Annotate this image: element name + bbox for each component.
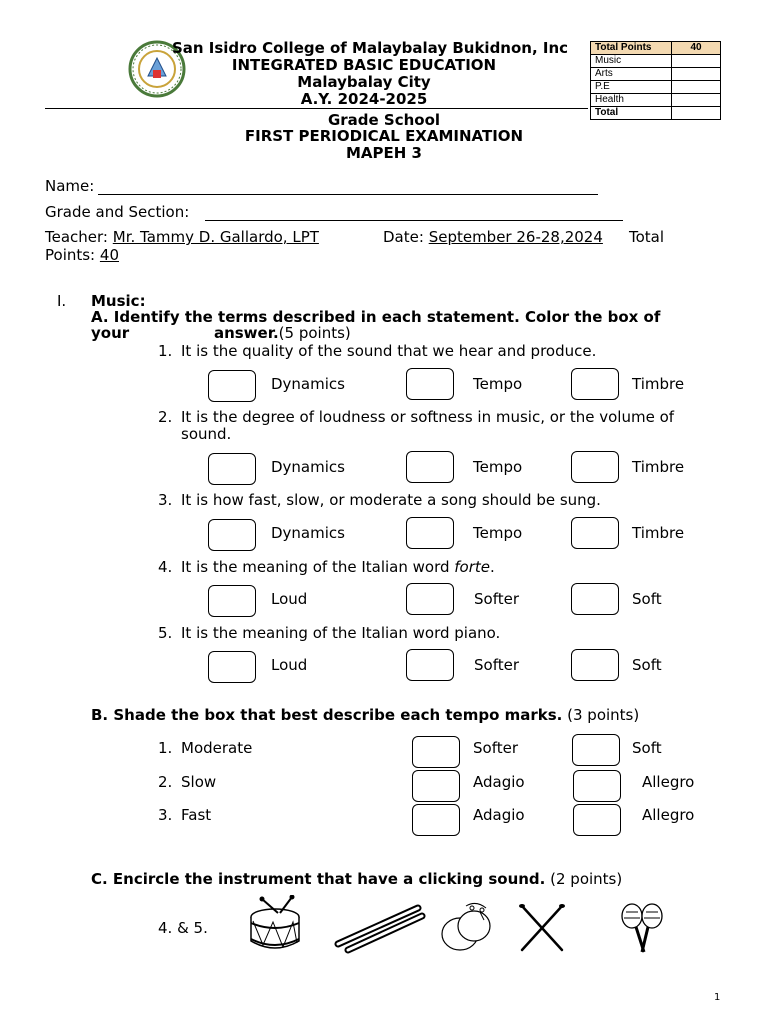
drumsticks-icon[interactable] xyxy=(516,902,568,954)
q1-box-dynamics[interactable] xyxy=(208,370,256,402)
q3-opt-timbre: Timbre xyxy=(632,524,685,542)
q4-box-softer[interactable] xyxy=(406,583,454,615)
score-total-label: Total Points xyxy=(591,42,672,55)
subject: MAPEH 3 xyxy=(346,144,422,162)
b3-opt-a: Adagio xyxy=(473,806,525,824)
q1-opt-timbre: Timbre xyxy=(632,375,685,393)
partC-label: 4. & 5. xyxy=(158,919,208,937)
page-number: 1 xyxy=(714,992,721,1003)
b1-num: 1. xyxy=(158,739,173,757)
q4-box-loud[interactable] xyxy=(208,585,256,617)
partC-points: (2 points) xyxy=(550,870,623,888)
q2-opt-timbre: Timbre xyxy=(632,458,685,476)
score-row-music: Music xyxy=(591,55,672,68)
q3-num: 3. xyxy=(158,491,173,509)
teacher-value: Mr. Tammy D. Gallardo, LPT xyxy=(112,228,319,246)
partC-heading xyxy=(91,870,622,888)
maracas-icon[interactable] xyxy=(618,900,666,956)
q2-opt-tempo: Tempo xyxy=(473,458,523,476)
castanets-icon[interactable] xyxy=(436,898,498,956)
q5-opt-soft: Soft xyxy=(632,656,662,674)
q2-num: 2. xyxy=(158,408,173,426)
date-value: September 26-28,2024 xyxy=(428,228,603,246)
score-row-health: Health xyxy=(591,94,672,107)
date-row xyxy=(383,228,603,246)
q5-text: It is the meaning of the Italian word piano. xyxy=(181,624,501,642)
q2-text2: sound. xyxy=(181,425,232,443)
partA-line2 xyxy=(91,324,351,342)
b3-opt-b: Allegro xyxy=(642,806,695,824)
section-roman: I. xyxy=(57,292,67,310)
total-value: 40 xyxy=(99,246,119,264)
department: INTEGRATED BASIC EDUCATION xyxy=(231,56,497,74)
drum-icon[interactable] xyxy=(240,895,310,957)
q3-box-timbre[interactable] xyxy=(571,517,619,549)
q2-box-dynamics[interactable] xyxy=(208,453,256,485)
grade-label: Grade and Section: xyxy=(45,203,190,221)
name-field[interactable] xyxy=(98,194,598,195)
score-row-total: Total xyxy=(591,107,672,120)
total-row xyxy=(45,246,119,264)
q5-box-softer[interactable] xyxy=(406,649,454,681)
q4-text xyxy=(181,558,495,576)
level: Grade School xyxy=(327,111,441,129)
teacher-row xyxy=(45,228,319,246)
b3-text: Fast xyxy=(181,806,212,824)
school-name: San Isidro College of Malaybalay Bukidnon, Inc xyxy=(171,39,569,57)
partA-points: (5 points) xyxy=(278,324,351,342)
q3-opt-dynamics: Dynamics xyxy=(271,524,345,542)
q1-box-tempo[interactable] xyxy=(406,368,454,400)
q4-opt-loud: Loud xyxy=(271,590,308,608)
q4-opt-soft: Soft xyxy=(632,590,662,608)
partA-line1: A. Identify the terms described in each statement. Color the box of xyxy=(91,308,661,326)
partA-your: your xyxy=(91,324,130,342)
q4-text-pre: It is the meaning of the Italian word xyxy=(181,558,455,576)
q2-opt-dynamics: Dynamics xyxy=(271,458,345,476)
partC-title: C. Encircle the instrument that have a clicking sound. xyxy=(91,870,546,888)
score-cell-total[interactable] xyxy=(672,107,721,120)
b2-box-a[interactable] xyxy=(412,770,460,802)
total-label-b: Points: xyxy=(45,246,96,264)
b2-text: Slow xyxy=(181,773,217,791)
score-row-arts: Arts xyxy=(591,68,672,81)
score-cell-arts[interactable] xyxy=(672,68,721,81)
score-cell-health[interactable] xyxy=(672,94,721,107)
b2-num: 2. xyxy=(158,773,173,791)
grade-field[interactable] xyxy=(205,220,623,221)
q3-box-tempo[interactable] xyxy=(406,517,454,549)
score-cell-music[interactable] xyxy=(672,55,721,68)
q4-opt-softer: Softer xyxy=(474,590,519,608)
claves-icon[interactable] xyxy=(332,898,426,954)
score-table xyxy=(590,41,721,120)
b1-box-a[interactable] xyxy=(412,736,460,768)
score-total-value: 40 xyxy=(672,42,721,55)
q3-opt-tempo: Tempo xyxy=(473,524,523,542)
b1-opt-a: Softer xyxy=(473,739,518,757)
header-divider xyxy=(45,108,588,109)
partA-answer: answer. xyxy=(213,324,279,342)
partB-points: (3 points) xyxy=(567,706,640,724)
name-row xyxy=(45,177,94,195)
total-label-a: Total xyxy=(629,228,665,246)
q1-box-timbre[interactable] xyxy=(571,368,619,400)
exam-title: FIRST PERIODICAL EXAMINATION xyxy=(244,127,524,145)
q1-opt-tempo: Tempo xyxy=(473,375,523,393)
q5-num: 5. xyxy=(158,624,173,642)
b3-num: 3. xyxy=(158,806,173,824)
teacher-label: Teacher: xyxy=(45,228,108,246)
q1-text: It is the quality of the sound that we hear and produce. xyxy=(181,342,597,360)
q4-num: 4. xyxy=(158,558,173,576)
q2-box-tempo[interactable] xyxy=(406,451,454,483)
name-label: Name: xyxy=(45,177,95,195)
b1-opt-b: Soft xyxy=(632,739,662,757)
score-cell-pe[interactable] xyxy=(672,81,721,94)
q5-opt-softer: Softer xyxy=(474,656,519,674)
b2-box-b[interactable] xyxy=(573,770,621,802)
q1-opt-dynamics: Dynamics xyxy=(271,375,345,393)
b1-box-b[interactable] xyxy=(572,734,620,766)
q3-text: It is how fast, slow, or moderate a song should be sung. xyxy=(181,491,601,509)
q5-box-loud[interactable] xyxy=(208,651,256,683)
q5-opt-loud: Loud xyxy=(271,656,308,674)
section-title: Music: xyxy=(91,292,146,310)
partB-heading xyxy=(91,706,639,724)
score-row-pe: P.E xyxy=(591,81,672,94)
b2-opt-b: Allegro xyxy=(642,773,695,791)
b2-opt-a: Adagio xyxy=(473,773,525,791)
q1-num: 1. xyxy=(158,342,173,360)
academic-year: A.Y. 2024-2025 xyxy=(300,90,428,108)
partB-title: B. Shade the box that best describe each tempo marks. xyxy=(91,706,563,724)
city: Malaybalay City xyxy=(297,73,431,91)
b3-box-a[interactable] xyxy=(412,804,460,836)
q2-text: It is the degree of loudness or softness in music, or the volume of xyxy=(181,408,675,426)
q4-text-em: forte xyxy=(454,558,491,576)
b3-box-b[interactable] xyxy=(573,804,621,836)
q4-box-soft[interactable] xyxy=(571,583,619,615)
date-label: Date: xyxy=(383,228,424,246)
q5-box-soft[interactable] xyxy=(571,649,619,681)
q4-text-post: . xyxy=(490,558,495,576)
q3-box-dynamics[interactable] xyxy=(208,519,256,551)
q2-box-timbre[interactable] xyxy=(571,451,619,483)
b1-text: Moderate xyxy=(181,739,253,757)
